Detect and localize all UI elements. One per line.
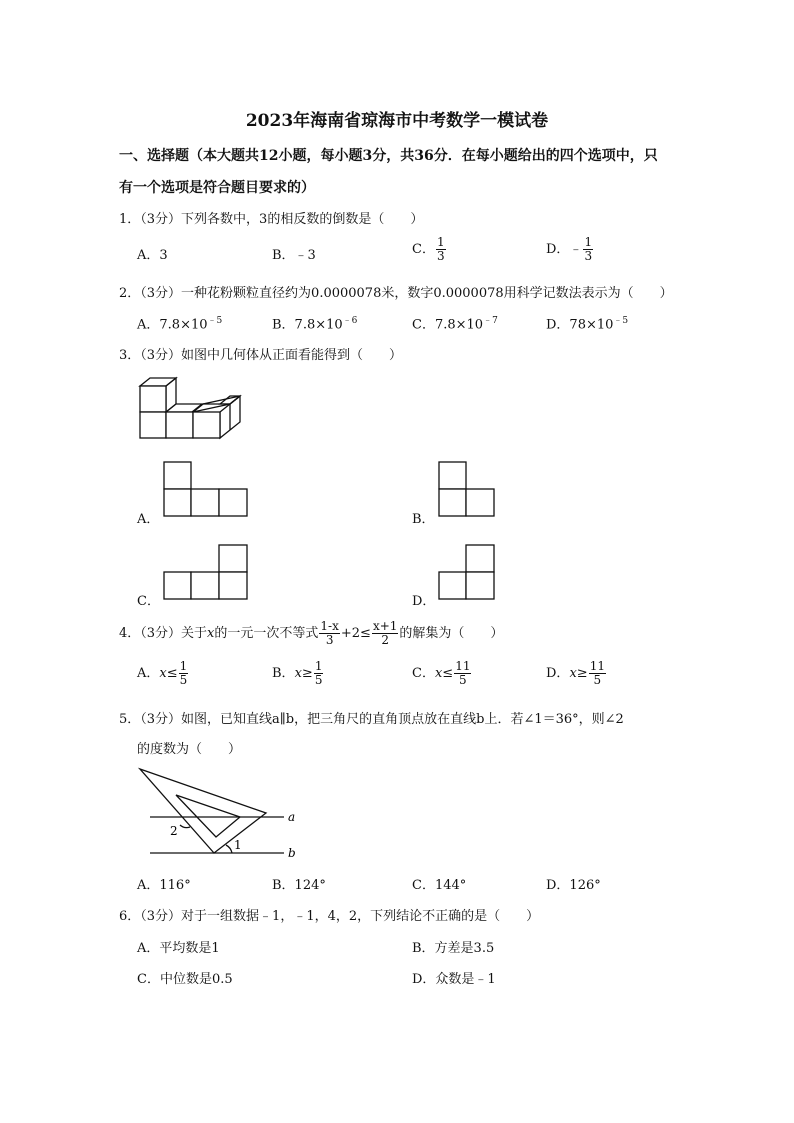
q6-stem: 6．（3分）对于一组数据﹣1，﹣1，4，2，下列结论不正确的是（ ） bbox=[119, 909, 540, 924]
q5-stem-line1: 5．（3分）如图，已知直线a∥b，把三角尺的直角顶点放在直线b上．若∠1＝36°，则∠2 bbox=[119, 712, 624, 727]
q1-option-b: B．﹣3 bbox=[272, 248, 316, 263]
q5-stem-line2: 的度数为（ ） bbox=[137, 742, 242, 757]
q5-angle-1: 1 bbox=[234, 838, 242, 852]
q3-option-d-label: D． bbox=[412, 594, 436, 609]
q5-option-d: D．126° bbox=[546, 878, 601, 893]
q2-stem: 2．（3分）一种花粉颗粒直径约为0.0000078米，数字0.0000078用科学记数法表示为（ ） bbox=[119, 286, 673, 301]
q5-figure bbox=[138, 765, 298, 865]
q4-option-b: B．x≥ $\frac{1}{5}$ bbox=[272, 659, 323, 688]
section-heading-line2: 有一个选项是符合题目要求的） bbox=[119, 180, 315, 196]
q3-option-b-figure bbox=[439, 462, 499, 522]
q5-option-b: B．124° bbox=[272, 878, 326, 893]
q6-option-a: A．平均数是1 bbox=[137, 941, 220, 956]
q1-stem: 1．（3分）下列各数中，3的相反数的倒数是（ ） bbox=[119, 212, 424, 227]
q3-option-c-figure bbox=[164, 545, 254, 605]
q5-option-c: C．144° bbox=[412, 878, 467, 893]
q2-option-a: A．$7.8\times 10^{﹣5}$ bbox=[137, 316, 223, 333]
q5-angle-2: 2 bbox=[170, 824, 178, 838]
q3-option-c-label: C． bbox=[137, 594, 160, 609]
q1-option-c: C． $\frac{1}{3}$ bbox=[412, 235, 445, 264]
section-heading-line1: 一、选择题（本大题共12小题，每小题3分，共36分．在每小题给出的四个选项中，只 bbox=[119, 148, 658, 164]
q6-option-b: B．方差是3.5 bbox=[412, 941, 495, 956]
q4-option-d: D．x≥ $\frac{11}{5}$ bbox=[546, 659, 605, 688]
q1-option-d: D．﹣ $\frac{1}{3}$ bbox=[546, 235, 593, 264]
page-title: 2023年海南省琼海市中考数学一模试卷 bbox=[245, 111, 549, 131]
q4-stem: 4．（3分）关于x的一元一次不等式 $\frac{1-x}{3}$ +2≤ $\frac{x+1}{2}$ 的解集为（ ） bbox=[119, 619, 504, 648]
q6-option-d: D．众数是﹣1 bbox=[412, 972, 496, 987]
q3-option-d-figure bbox=[439, 545, 499, 605]
q5-label-a: a bbox=[288, 810, 296, 824]
q3-option-a-label: A． bbox=[137, 512, 160, 527]
q3-stem: 3．（3分）如图中几何体从正面看能得到（ ） bbox=[119, 348, 403, 363]
q5-option-a: A．116° bbox=[137, 878, 191, 893]
q6-option-c: C．中位数是0.5 bbox=[137, 972, 233, 987]
q4-option-c: C．x≤ $\frac{11}{5}$ bbox=[412, 659, 471, 688]
q4-option-a: A．x≤ $\frac{1}{5}$ bbox=[137, 659, 188, 688]
q2-option-c: C．$7.8\times 10^{﹣7}$ bbox=[412, 316, 498, 333]
q3-solid-figure bbox=[130, 370, 250, 445]
q3-option-b-label: B． bbox=[412, 512, 435, 527]
q2-option-d: D．$78\times 10^{﹣5}$ bbox=[546, 316, 629, 333]
q2-option-b: B．$7.8\times 10^{﹣6}$ bbox=[272, 316, 358, 333]
q5-label-b: b bbox=[288, 846, 296, 860]
q1-option-a: A．3 bbox=[137, 248, 168, 263]
q3-option-a-figure bbox=[164, 462, 254, 522]
